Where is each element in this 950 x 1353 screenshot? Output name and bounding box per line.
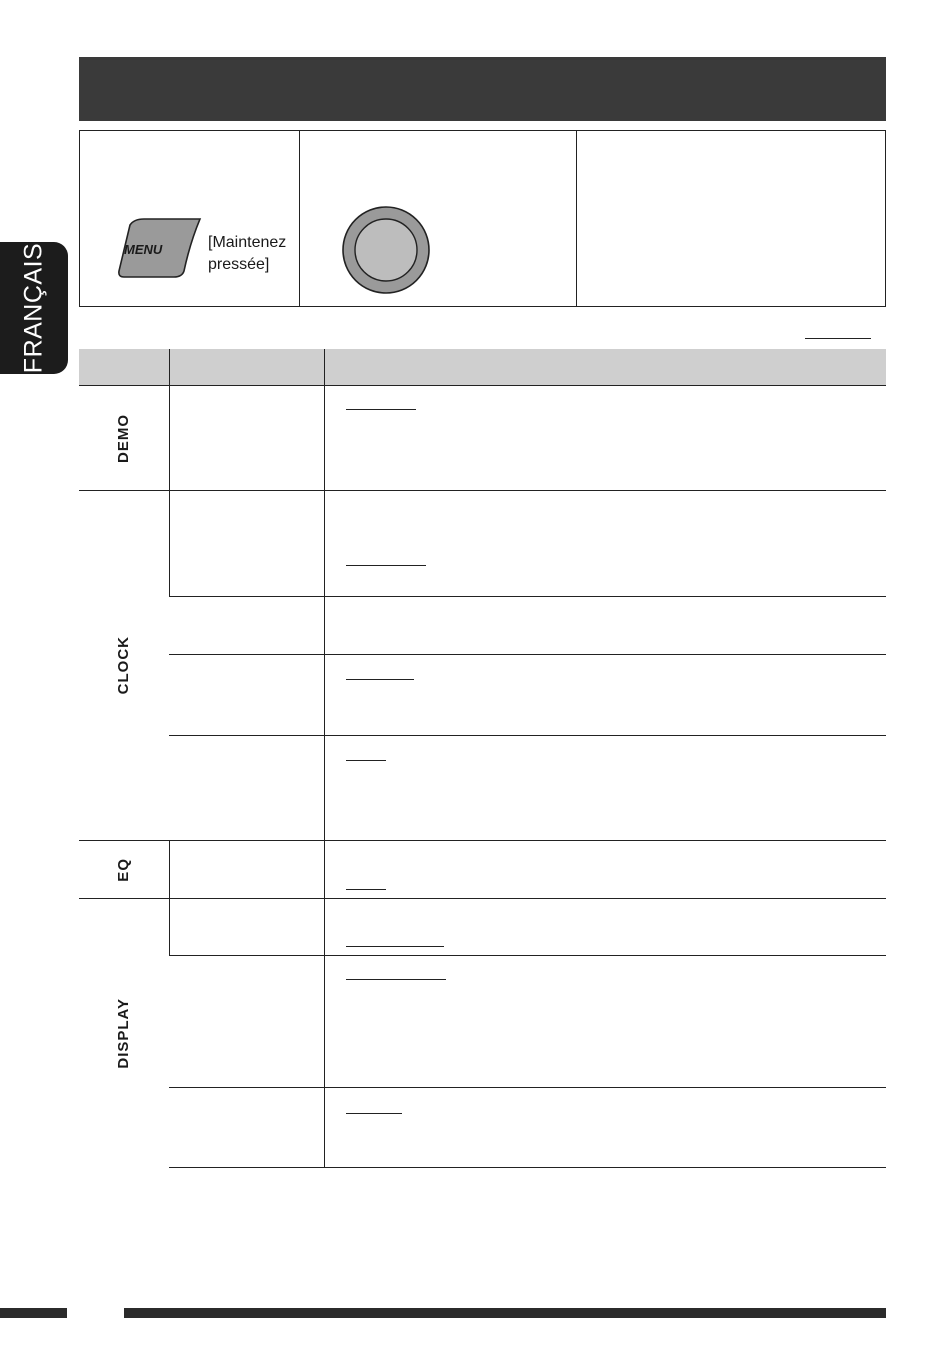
default-setting-key-line xyxy=(805,338,871,339)
footer-bar-left xyxy=(0,1308,67,1318)
setting-cell xyxy=(324,655,886,736)
setting-cell xyxy=(324,956,886,1088)
category-eq xyxy=(79,841,169,899)
header-category xyxy=(79,349,169,386)
item-cell xyxy=(169,841,324,899)
item-cell xyxy=(169,736,324,841)
default-underline xyxy=(346,760,386,761)
hold-instruction-line-2: pressée] xyxy=(208,256,270,273)
header-bar xyxy=(79,57,886,121)
table-row xyxy=(79,491,886,597)
item-cell xyxy=(169,491,324,597)
table-row xyxy=(79,597,886,655)
step-2 xyxy=(300,131,577,306)
category-clock xyxy=(79,491,169,841)
default-underline xyxy=(346,409,416,410)
item-cell xyxy=(169,1088,324,1168)
language-tab xyxy=(0,242,68,374)
category-clock-label: CLOCK xyxy=(115,636,133,695)
default-underline xyxy=(346,889,386,890)
category-eq-label: EQ xyxy=(115,857,133,882)
language-label: FRANÇAIS xyxy=(19,242,48,374)
setting-cell xyxy=(324,736,886,841)
header-setting xyxy=(324,349,886,386)
menu-settings-table xyxy=(79,349,886,1168)
default-underline xyxy=(346,1113,402,1114)
table-row xyxy=(79,841,886,899)
procedure-steps xyxy=(79,130,886,307)
table-row xyxy=(79,386,886,491)
control-dial-icon xyxy=(341,205,431,295)
table-row xyxy=(79,1088,886,1168)
step-3 xyxy=(577,131,885,306)
category-display-label: DISPLAY xyxy=(115,997,133,1069)
item-cell xyxy=(169,956,324,1088)
table-header-row xyxy=(79,349,886,386)
table-row xyxy=(79,899,886,956)
menu-button-label: MENU xyxy=(124,242,163,257)
category-demo-label: DEMO xyxy=(115,413,133,463)
setting-cell xyxy=(324,491,886,597)
hold-instruction xyxy=(208,232,286,276)
footer-bar-right xyxy=(124,1308,886,1318)
category-demo xyxy=(79,386,169,491)
setting-cell xyxy=(324,386,886,491)
table-row xyxy=(79,736,886,841)
hold-instruction-line-1: [Maintenez xyxy=(208,234,287,251)
step-1 xyxy=(80,131,300,306)
item-cell xyxy=(169,899,324,956)
setting-cell xyxy=(324,1088,886,1168)
default-underline xyxy=(346,979,446,980)
item-cell xyxy=(169,386,324,491)
setting-cell xyxy=(324,597,886,655)
item-cell xyxy=(169,655,324,736)
setting-cell xyxy=(324,841,886,899)
setting-cell xyxy=(324,899,886,956)
default-underline xyxy=(346,565,426,566)
default-underline xyxy=(346,679,414,680)
table-row xyxy=(79,956,886,1088)
default-underline xyxy=(346,946,444,947)
header-item xyxy=(169,349,324,386)
item-cell xyxy=(169,597,324,655)
table-row xyxy=(79,655,886,736)
category-display xyxy=(79,899,169,1168)
menu-button-icon xyxy=(118,217,204,279)
